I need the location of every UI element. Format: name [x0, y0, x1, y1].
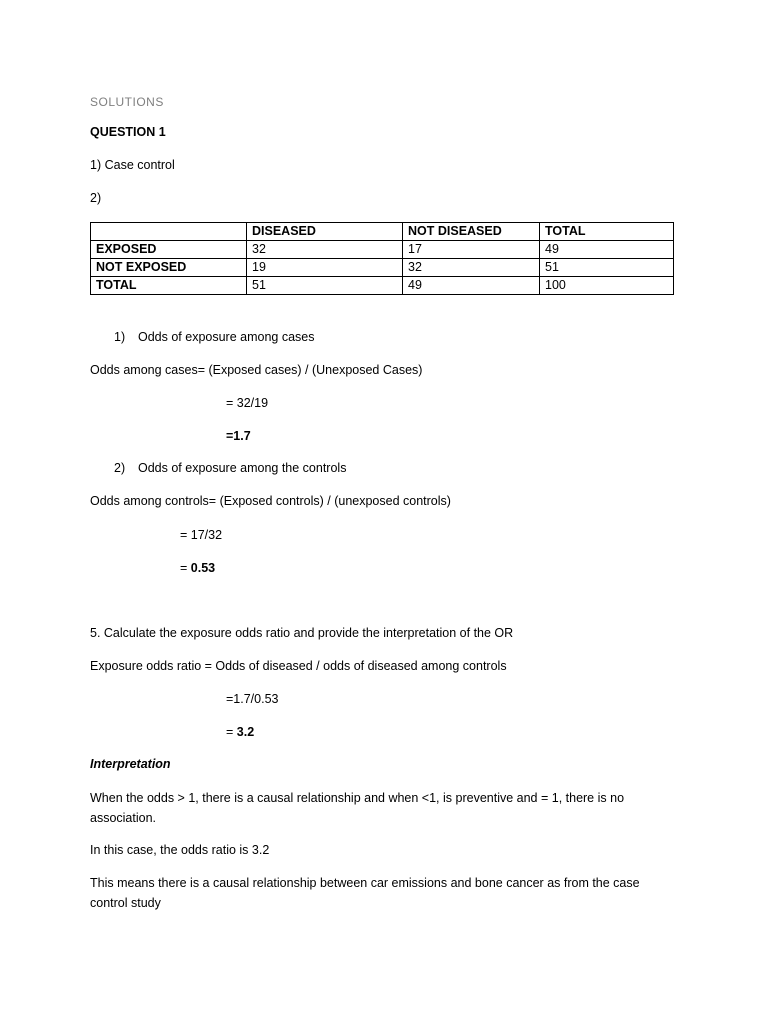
part-5-question: 5. Calculate the exposure odds ratio and provide the interpretation of the OR: [90, 626, 514, 640]
interpretation-title: Interpretation: [90, 757, 171, 771]
table-row-label: EXPOSED: [91, 241, 247, 259]
contingency-table: [90, 222, 674, 295]
part-5-result-prefix: =: [226, 725, 237, 739]
table-cell: 19: [247, 259, 403, 277]
part-2-number: 2): [114, 461, 126, 475]
table-row-label: TOTAL: [91, 277, 247, 295]
answer-1: 1) Case control: [90, 158, 175, 172]
part-5-formula: Exposure odds ratio = Odds of diseased / odds of diseased among controls: [90, 659, 507, 673]
part-2-result: 0.53: [190, 561, 216, 575]
part-1-number: 1): [114, 330, 126, 344]
part-1-formula: Odds among cases= (Exposed cases) / (Unexposed Cases): [90, 363, 423, 377]
table-header-cell: [91, 223, 247, 241]
table-cell: 100: [540, 277, 674, 295]
part-2-result-line: [180, 560, 215, 576]
interpretation-line-2: In this case, the odds ratio is 3.2: [90, 843, 270, 857]
part-1-title: Odds of exposure among cases: [138, 330, 315, 344]
answer-2-label: 2): [90, 191, 102, 205]
part-5-result: 3.2: [236, 725, 255, 739]
part-2-heading: [114, 460, 346, 476]
interpretation-line-1a: When the odds > 1, there is a causal relationship and when <1, is preventive and = 1, there is no: [90, 791, 625, 805]
page-heading: SOLUTIONS: [90, 95, 164, 109]
table-cell: 32: [247, 241, 403, 259]
part-2-formula: Odds among controls= (Exposed controls) / (unexposed controls): [90, 494, 451, 508]
part-1-result: =1.7: [226, 429, 251, 443]
table-row: [91, 241, 674, 259]
table-cell: 51: [540, 259, 674, 277]
table-header-cell: TOTAL: [540, 223, 674, 241]
part-5-step: =1.7/0.53: [226, 692, 279, 706]
part-2-step: = 17/32: [180, 528, 223, 542]
interpretation-line-1b: association.: [90, 811, 157, 825]
table-row: [91, 277, 674, 295]
table-header-row: [91, 223, 674, 241]
table-header-cell: DISEASED: [247, 223, 403, 241]
table-cell: 49: [540, 241, 674, 259]
part-5-result-line: [226, 724, 254, 740]
table-cell: 51: [247, 277, 403, 295]
interpretation-line-3b: control study: [90, 896, 161, 910]
interpretation-line-3a: This means there is a causal relationship between car emissions and bone cancer as from the case: [90, 876, 640, 890]
table-row: [91, 259, 674, 277]
table-cell: 32: [403, 259, 540, 277]
table-cell: 17: [403, 241, 540, 259]
table-cell: 49: [403, 277, 540, 295]
part-1-step: = 32/19: [226, 396, 269, 410]
part-1-heading: [114, 329, 315, 345]
table-header-cell: NOT DISEASED: [403, 223, 540, 241]
question-title: QUESTION 1: [90, 125, 166, 139]
part-2-title: Odds of exposure among the controls: [138, 461, 347, 475]
table-row-label: NOT EXPOSED: [91, 259, 247, 277]
part-2-result-prefix: =: [180, 561, 191, 575]
